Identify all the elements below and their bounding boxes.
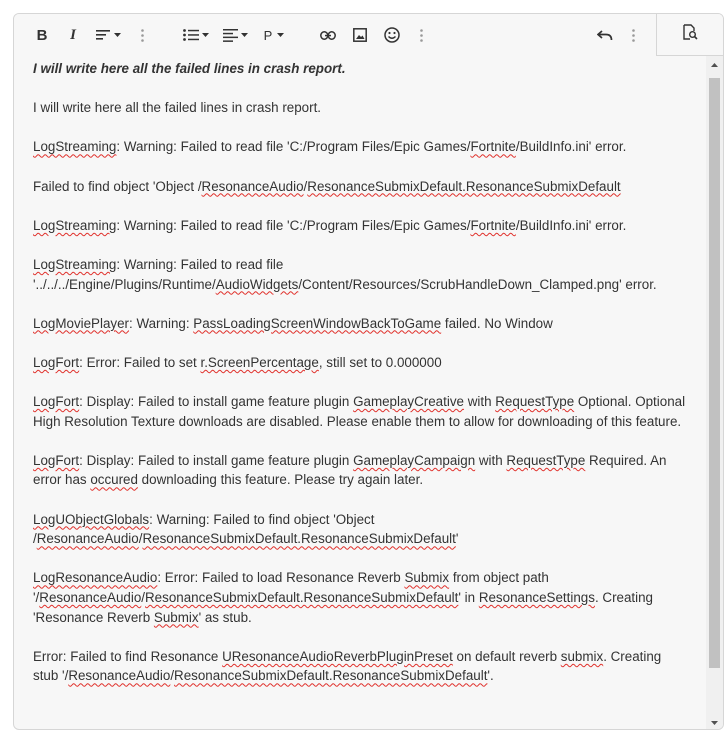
text-run: ' xyxy=(455,531,459,547)
misspelled-word: LogMoviePlayer xyxy=(33,315,130,331)
insert-link-button[interactable] xyxy=(318,24,338,46)
undo-button[interactable] xyxy=(596,24,614,46)
vertical-scrollbar[interactable] xyxy=(706,56,723,730)
chevron-down-icon xyxy=(202,33,209,37)
misspelled-word: ResonanceAudio xyxy=(39,590,142,606)
misspelled-word: LogResonanceAudio xyxy=(33,570,158,586)
paragraph xyxy=(33,255,688,294)
text-run: : Error: Failed to set xyxy=(79,354,201,370)
bullet-list-icon xyxy=(183,29,199,41)
text-run: , still set to 0.000000 xyxy=(318,354,442,370)
list-dropdown[interactable] xyxy=(181,24,211,46)
text-style-dropdown[interactable] xyxy=(93,24,123,46)
text-run: ' as stub. xyxy=(198,609,252,625)
misspelled-word: LogFort xyxy=(33,452,80,468)
text-run: : Display: Failed to install game feature plugin xyxy=(79,452,354,468)
emoji-icon xyxy=(384,27,400,43)
text-run: failed. No Window xyxy=(441,315,553,331)
paragraph xyxy=(33,353,688,373)
misspelled-word: RequestType xyxy=(506,452,586,468)
text-run: I will write here all the failed lines in crash report. xyxy=(33,61,346,76)
misspelled-word: UResonanceAudioReverbPluginPreset xyxy=(222,648,453,664)
paragraph xyxy=(33,98,688,118)
paragraph xyxy=(33,451,688,490)
misspelled-word: Submix xyxy=(404,570,450,586)
text-run: '. xyxy=(487,668,494,684)
misspelled-word: ResonanceSettings xyxy=(478,590,595,606)
misspelled-word: RequestType xyxy=(495,394,575,410)
more-options-icon[interactable] xyxy=(137,24,147,46)
insert-image-button[interactable] xyxy=(351,24,369,46)
text-run: : Warning: Failed to read file 'C:/Program Files/Epic Games/ xyxy=(116,139,471,155)
text-run: : Warning: Failed to read file '../../../Engine/Plugins/Runtime/ xyxy=(33,256,284,292)
text-style-icon xyxy=(96,29,111,41)
text-run: / xyxy=(170,668,175,684)
editor-toolbar xyxy=(14,14,723,56)
more-options-icon[interactable] xyxy=(416,24,426,46)
text-run: : Display: Failed to install game feature plugin xyxy=(79,394,354,410)
misspelled-word: PassLoadingScreenWindowBackToGame xyxy=(193,315,442,331)
misspelled-word: ResonanceAudio xyxy=(36,531,139,547)
text-run: from object path '/ xyxy=(33,570,549,606)
align-dropdown[interactable] xyxy=(220,24,250,46)
scroll-down-arrow-icon[interactable] xyxy=(706,714,723,730)
text-run: . Creating 'Resonance Reverb xyxy=(33,590,654,625)
editor-content[interactable] xyxy=(14,56,706,730)
align-left-icon xyxy=(223,29,238,42)
paragraph xyxy=(33,216,688,236)
misspelled-word: ResonanceSubmixDefault.ResonanceSubmixDefault xyxy=(142,531,456,547)
text-run: : Error: Failed to load Resonance Reverb xyxy=(157,570,405,586)
misspelled-word: Submix xyxy=(153,609,199,625)
text-run: /BuildInfo.ini' error. xyxy=(515,217,627,233)
text-run: with xyxy=(475,452,507,468)
scroll-up-arrow-icon[interactable] xyxy=(706,56,723,73)
text-run: / xyxy=(141,590,146,606)
text-run: /BuildInfo.ini' error. xyxy=(515,139,627,155)
text-run: / xyxy=(303,178,308,194)
misspelled-word: ResonanceSubmixDefault.ResonanceSubmixDefault xyxy=(174,668,488,684)
italic-button[interactable] xyxy=(65,24,81,46)
paragraph xyxy=(33,392,688,431)
paragraph xyxy=(33,314,688,334)
bold-icon: B xyxy=(36,26,48,44)
text-run: : Warning: Failed to find object 'Object / xyxy=(33,511,375,547)
text-run: Failed to find object 'Object / xyxy=(33,178,202,194)
misspelled-word: submix xyxy=(560,648,604,664)
paragraph xyxy=(33,177,688,197)
paragraph-icon: P xyxy=(263,27,273,43)
bold-button[interactable] xyxy=(34,24,50,46)
italic-icon: I xyxy=(70,26,76,43)
misspelled-word: ResonanceAudio xyxy=(201,178,304,194)
paragraph xyxy=(33,647,688,686)
chevron-down-icon xyxy=(114,33,121,37)
misspelled-word: LogStreaming xyxy=(33,256,117,272)
paragraph xyxy=(33,137,688,157)
link-icon xyxy=(320,31,336,40)
misspelled-word: r.ScreenPercentage xyxy=(200,354,319,370)
misspelled-word: ResonanceSubmixDefault.ResonanceSubmixDefault xyxy=(307,178,621,194)
text-run: /Content/Resources/ScrubHandleDown_Clamped.png' error. xyxy=(298,276,657,292)
misspelled-word: occured xyxy=(90,472,138,488)
misspelled-word: ResonanceSubmixDefault.ResonanceSubmixDefault xyxy=(145,590,459,606)
misspelled-word: LogFort xyxy=(33,394,80,410)
text-run: downloading this feature. Please try again later. xyxy=(137,472,424,488)
misspelled-word: GameplayCreative xyxy=(353,394,464,410)
text-run: . Creating stub '/ xyxy=(33,648,662,684)
chevron-down-icon xyxy=(241,33,248,37)
document-search-icon xyxy=(683,24,698,45)
more-options-icon[interactable] xyxy=(628,24,638,46)
text-run: / xyxy=(138,531,143,547)
misspelled-word: LogStreaming xyxy=(33,217,117,233)
insert-emoji-button[interactable] xyxy=(383,24,401,46)
text-run: with xyxy=(463,394,496,410)
text-run: Required. An error has xyxy=(33,452,667,488)
scrollbar-thumb[interactable] xyxy=(709,78,720,668)
text-run: High Resolution Texture downloads are disabled. Please enable them to allow for downloading of this feature. xyxy=(33,413,682,429)
misspelled-word: LogStreaming xyxy=(33,139,117,155)
image-icon xyxy=(353,28,367,42)
misspelled-word: LogFort xyxy=(33,354,80,370)
text-run: I will write here all the failed lines in crash report. xyxy=(33,100,322,116)
rich-text-editor xyxy=(13,13,724,730)
misspelled-word: GameplayCampaign xyxy=(353,452,476,468)
text-run: Optional. Optional xyxy=(574,394,686,410)
misspelled-word: LogUObjectGlobals xyxy=(33,511,150,527)
text-run: on default reverb xyxy=(452,648,561,664)
paragraph xyxy=(33,568,688,627)
text-run: : Warning: Failed to read file 'C:/Program Files/Epic Games/ xyxy=(116,217,471,233)
paragraph xyxy=(33,59,688,79)
misspelled-word: AudioWidgets xyxy=(215,276,299,292)
misspelled-word: ResonanceAudio xyxy=(68,668,171,684)
paragraph-dropdown[interactable] xyxy=(261,24,287,46)
chevron-down-icon xyxy=(277,33,284,37)
text-run: ' in xyxy=(458,590,479,606)
text-run: Error: Failed to find Resonance xyxy=(33,648,223,664)
paragraph xyxy=(33,510,688,549)
misspelled-word: Fortnite xyxy=(470,139,516,155)
undo-icon xyxy=(597,30,613,41)
misspelled-word: Fortnite xyxy=(470,217,516,233)
text-run: : Warning: xyxy=(129,315,194,331)
preview-button[interactable] xyxy=(656,14,723,56)
